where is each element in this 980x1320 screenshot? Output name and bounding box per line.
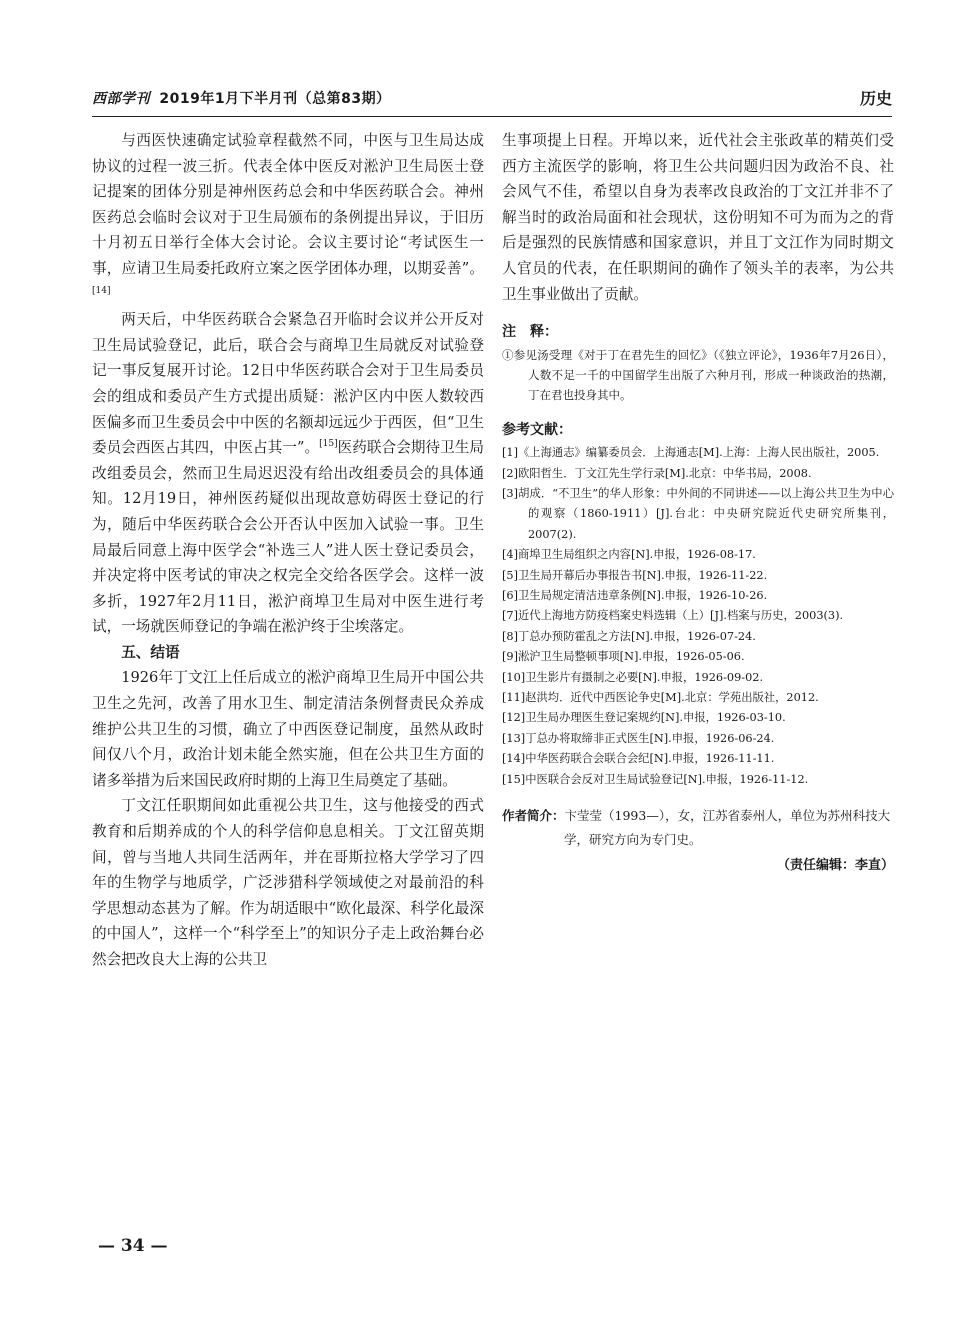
references-title: 参考文献： — [502, 422, 572, 439]
paragraph-text: 两天后，中华医药联合会紧急召开临时会议并公开反对卫生局试验登记，此后，联合会与商埠卫生局就反对试验登记一事反复展开讨论。12日中华医药联合会对于卫生局委员会的组成和委员产生方式提出质疑：淞沪区内中医人数较西医偏多而卫生委员会中中医的名额却远远少于西医，但“卫生委员会西医占其四，中医占其一”。 — [92, 311, 484, 457]
paragraph-3: 1926年丁文江上任后成立的淞沪商埠卫生局开中国公共卫生之先河，改善了用水卫生、制定清洁条例督责民众养成维护公共卫生的习惯，确立了中西医登记制度，虽然从政时间仅八个月，政治计划未能全然实施，但在公共卫生方面的诸多举措为后来国民政府时期的上海卫生局奠定了基础。 — [92, 669, 484, 789]
reference-item: [5]卫生局开幕后办事报告书[N].申报，1926-11-22. — [502, 568, 768, 582]
author-label: 作者简介： — [502, 808, 565, 824]
reference-item: [10]卫生影片有摄制之必要[N].申报，1926-09-02. — [502, 670, 764, 684]
reference-item: [13]丁总办将取缔非正式医生[N].申报，1926-06-24. — [502, 731, 775, 745]
reference-item: [15]中医联合会反对卫生局试验登记[N].申报，1926-11-12. — [502, 772, 809, 786]
paragraph-2 — [92, 307, 484, 640]
reference-item: [12]卫生局办理医生登记案规约[N].申报，1926-03-10. — [502, 711, 786, 725]
reference-item: [11]赵洪均．近代中西医论争史[M].北京：学苑出版社，2012. — [502, 691, 819, 705]
left-column — [92, 128, 484, 973]
paragraph-text: 医药联合会期待卫生局改组委员会，然而卫生局迟迟没有给出改组委员会的具体通知。12月19日，神州医药疑似出现故意妨碍医士登记的行为，随后中华医药联合会公开否认中医加入试验一事。卫生局最后同意上海中医学会“补选三人”进人医士登记委员会，并决定将中医考试的审决之权完全交给各医学会。这样一波多折，1927年2月11日，淞沪商埠卫生局对中医生进行考试，一场就医师登记的争端在淞沪终于尘埃落定。 — [92, 439, 484, 636]
paragraph-continued: 生事项提上日程。开埠以来，近代社会主张政革的精英们受西方主流医学的影响，将卫生公共问题归因为政治不良、社会风气不佳，希望以自身为表率改良政治的丁文江并非不了解当时的政治局面和社会现状，这份明知不可为而为之的背后是强烈的民族情感和国家意识，并且丁文江作为同时期文人官员的代表，在任职期间的确作了领头羊的表率，为公共卫生事业做出了贡献。 — [502, 132, 894, 303]
editor-credit: （责任编辑：李直） — [776, 858, 894, 874]
journal-logo: 西部学刊 — [92, 91, 150, 107]
reference-item: [2]欧阳哲生．丁文江先生学行录[M].北京：中华书局，2008. — [502, 466, 812, 480]
reference-list — [502, 443, 894, 790]
citation: [15] — [319, 439, 338, 450]
reference-item: [9]淞沪卫生局整顿事项[N].申报，1926-05-06. — [502, 650, 745, 664]
journal-info — [92, 88, 391, 108]
reference-item: [1]《上海通志》编纂委员会．上海通志[M].上海：上海人民出版社，2005. — [502, 446, 880, 460]
journal-issue: 2019年1月下半月刊（总第83期） — [159, 91, 391, 107]
reference-item: [8]丁总办预防霍乱之方法[N].申报，1926-07-24. — [502, 629, 756, 643]
paragraph-1 — [92, 128, 484, 307]
header-rule — [92, 116, 892, 117]
paragraph-4: 丁文江任职期间如此重视公共卫生，这与他接受的西式教育和后期养成的个人的科学信仰息息相关。丁文江留英期间，曾与当地人共同生活两年，并在哥斯拉格大学学习了四年的生物学与地质学，广泛涉猎科学领域使之对最前沿的科学思想动态甚为了解。作为胡适眼中“欧化最深、科学化最深的中国人”，这样一个“科学至上”的知识分子走上政治舞台必然会把改良大上海的公共卫 — [92, 797, 484, 968]
reference-item: [4]商埠卫生局组织之内容[N].申报，1926-08-17. — [502, 548, 756, 562]
paragraph-text: 与西医快速确定试验章程截然不同，中医与卫生局达成协议的过程一波三折。代表全体中医反对淞沪卫生局医士登记提案的团体分别是神州医药总会和中华医药联合会。神州医药总会临时会议对于卫生局颁布的条例提出异议，于旧历十月初五日举行全体大会讨论。会议主要讨论“考试医生一事，应请卫生局委托政府立案之医学团体办理，以期妥善”。 — [92, 132, 484, 277]
notes-title: 注 释： — [502, 324, 558, 341]
reference-item: [14]中华医药联合会联合会纪[N].申报，1926-11-11. — [502, 752, 775, 766]
reference-item: [6]卫生局规定清洁违章条例[N].申报，1926-10-26. — [502, 589, 768, 602]
section-title: 历史 — [859, 89, 892, 108]
section-heading: 五、结语 — [121, 643, 180, 661]
reference-item: [3]胡成．“不卫生”的华人形象：中外间的不同讲述——以上海公共卫生为中心的观察（1860-1911）[J].台北：中央研究院近代史研究所集刊，2007(2). — [502, 486, 894, 541]
note-item: ①参见汤受理《对于丁在君先生的回忆》（《独立评论》，1936年7月26日），人数不足一千的中国留学生出版了六种月刊，形成一种谈政治的热潮，丁在君也投身其中。 — [502, 348, 894, 403]
right-column — [502, 128, 894, 873]
page-header — [92, 86, 892, 112]
page-number: — 34 — — [98, 1236, 168, 1256]
author-text: 卞莹莹（1993—），女，江苏省泰州人，单位为苏州科技大学，研究方向为专门史。 — [564, 808, 891, 848]
author-bio — [502, 804, 894, 852]
reference-item: [7]近代上海地方防疫档案史料选辑（上）[J].档案与历史，2003(3). — [502, 609, 844, 623]
citation: [14] — [92, 285, 111, 296]
